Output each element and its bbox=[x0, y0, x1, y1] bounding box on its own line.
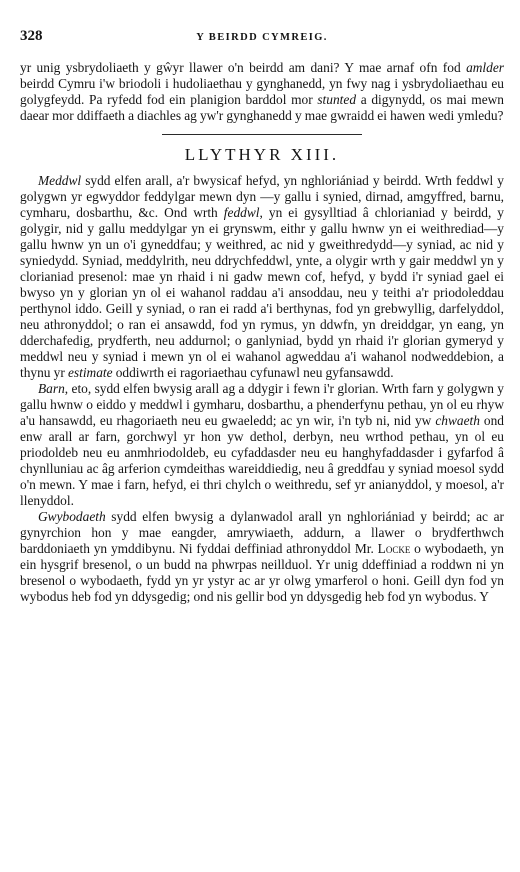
intro-text-3: a digynydd, os mai mewn daear mor ddiffaeth a diachles ag yw'r gynghanedd y mae gwraidd ei hawen wedi ymledu? bbox=[20, 92, 504, 123]
para1-text-2: , yn ei gysylltiad â chlorianiad y beirdd, y golygir, nid y gallu meddylgar yn ei grynswm, eithr y gallu hwnw yn ei weithrediad—y gallu hwnw yn un o'i gyneddfau; y weithred, ac nid y gweithredydd—y syniad, ac nid y syniedydd. Syniad, meddylrith, neu ddrychfeddwl, ynte, a olygir wrth y gair meddwl yn y clorianiad presenol: mae yn rhaid i ni gadw mewn cof, hefyd, y bydd i'r syniad gael ei bwyso yn y glorian yn ol ei wahanol raddau a'i ansoddau, neu y teithi a'r priodoleddau perthynol iddo. Geill y syniad, o ran ei radd a'i berthynas, fod yn grebwyllig, darfelyddol, neu athronyddol; o ran ei ansawdd, fod yn rymus, yn ddwfn, yn dreiddgar, yn eang, yn dderchafedig, prydferth, neu addurnol; o ganlyniad, bydd yn rhaid i'r glorian gymeryd y meddwl neu y syniad i mewn yn ol ei wahanol agweddau a'i wahanol nodweddebion, a thynu yr bbox=[20, 205, 505, 380]
intro-text-2: beirdd Cymru i'w briodoli i hudoliaethau y gynghanedd, yn fwy nag i ysbrydoliaethau eu golygfeydd. Pa ryfedd fod ein planigion barddol mor bbox=[20, 76, 504, 107]
running-head bbox=[20, 28, 504, 48]
para1-text-1: sydd elfen arall, a'r bwysicaf hefyd, yn nghloriániad y beirdd. Wrth feddwl y golygwn yr egwyddor feddylgar mewn dyn —y gallu i synied, dirnad, amgyffred, barnu, cymharu, dosbarthu, &c. Ond wrth bbox=[20, 173, 504, 220]
paragraph-gwybodaeth bbox=[20, 509, 504, 605]
italic-chwaeth: chwaeth bbox=[435, 413, 480, 428]
page-number: 328 bbox=[20, 28, 43, 44]
para3-text-2: o wybodaeth, yn ein hysgrif bresenol, o un budd na phwrpas neillduol. Yr unig ddeffiniad a roddwn ni yn bresenol o wybodaeth, fydd yn yr ystyr ac ar yr olwg ymarferol o honi. Geill dyn fod yn wybodus heb fod yn ddysgedig; ond nis gellir bod yn ddysgedig heb fod yn wybodus. Y bbox=[20, 541, 504, 604]
smallcaps-locke: Locke bbox=[377, 541, 411, 556]
letter-heading: LLYTHYR XIII. bbox=[184, 145, 340, 164]
italic-estimate: estimate bbox=[67, 365, 113, 380]
para1-text-3: oddiwrth ei ragoriaethau cyfunawl neu gyfansawdd. bbox=[112, 365, 394, 380]
italic-gwybodaeth: Gwybodaeth bbox=[38, 509, 106, 524]
intro-text-1: yr unig ysbrydoliaeth y gŵyr llawer o'n beirdd am dani? Y mae arnaf ofn fod bbox=[20, 60, 467, 75]
italic-barn: Barn bbox=[38, 381, 65, 396]
para2-text-2: ond enw arall ar farn, gorchwyl yr hon yw dethol, derbyn, neu wrthod pethau, yn ol eu priodoldeb neu eu anmhriodoldeb, eu cyfaddasder neu eu hanghyfaddasder i gyfarfod â chynlluniau ac âg arferion cymdeithas wareiddiedig, neu â greddfau y syniad moesol sydd o'n mewn. Y mae i farn, hefyd, ei thri chylch o weithredu, sef yr anianyddol, y moesol, a'r llenyddol. bbox=[20, 413, 504, 508]
italic-feddwl: feddwl bbox=[223, 205, 260, 220]
intro-italic-stunted: stunted bbox=[317, 92, 357, 107]
paragraph-meddwl bbox=[20, 173, 504, 381]
para2-text-1: , eto, sydd elfen bwysig arall ag a ddygir i fewn i'r glorian. Wrth farn y golygwn y gallu hwnw o eiddo y meddwl i gymharu, dosbarthu, a phenderfynu pethau, yn ol eu rhyw a'u hansawdd, eu rhagoriaeth neu eu gwaeledd; ac yn wir, i'n tyb ni, nid yw bbox=[20, 381, 504, 428]
section-divider bbox=[162, 134, 362, 135]
book-page bbox=[20, 28, 504, 605]
paragraph-barn bbox=[20, 381, 504, 509]
para3-text-1: sydd elfen bwysig a dylanwadol arall yn nghloriániad y beirdd; ac ar gynyrchion hon y mae eangder, amrywiaeth, addurn, a llawer o brydferthwch barddoniaeth yn ymddibynu. Ni fyddai deffiniad athronyddol Mr. bbox=[20, 509, 504, 556]
intro-italic-amlder: amlder bbox=[466, 60, 504, 75]
intro-paragraph bbox=[20, 60, 504, 124]
running-title: Y BEIRDD CYMREIG. bbox=[196, 32, 328, 43]
italic-meddwl: Meddwl bbox=[38, 173, 82, 188]
